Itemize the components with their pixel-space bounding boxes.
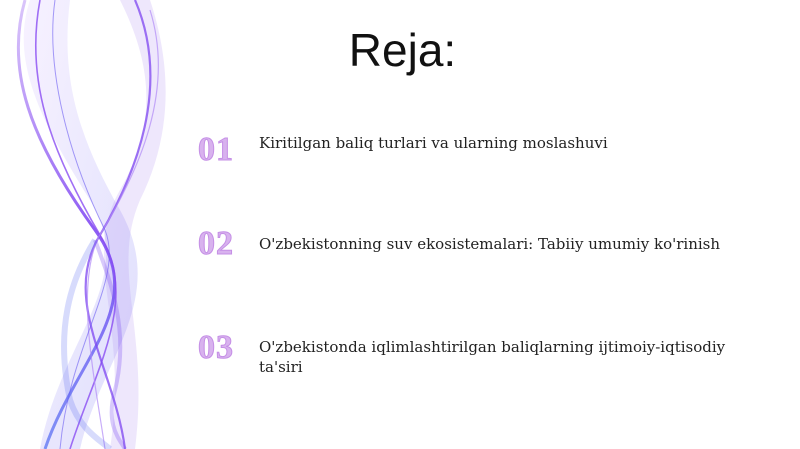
agenda-text: O'zbekistonda iqlimlashtirilgan baliqlarning ijtimoiy-iqtisodiy ta'siri — [259, 338, 726, 376]
agenda-number: 01 — [198, 131, 234, 168]
agenda-item — [196, 328, 756, 388]
agenda-text: O'zbekistonning suv ekosistemalari: Tabiiy umumiy ko'rinish — [259, 235, 721, 253]
agenda-number: 02 — [198, 225, 234, 262]
slide-title: Reja: — [348, 24, 457, 76]
agenda-number: 03 — [198, 329, 234, 366]
agenda-item — [196, 224, 756, 284]
agenda-item — [196, 130, 756, 190]
agenda-text: Kiritilgan baliq turlari va ularning moslashuvi — [259, 134, 608, 152]
